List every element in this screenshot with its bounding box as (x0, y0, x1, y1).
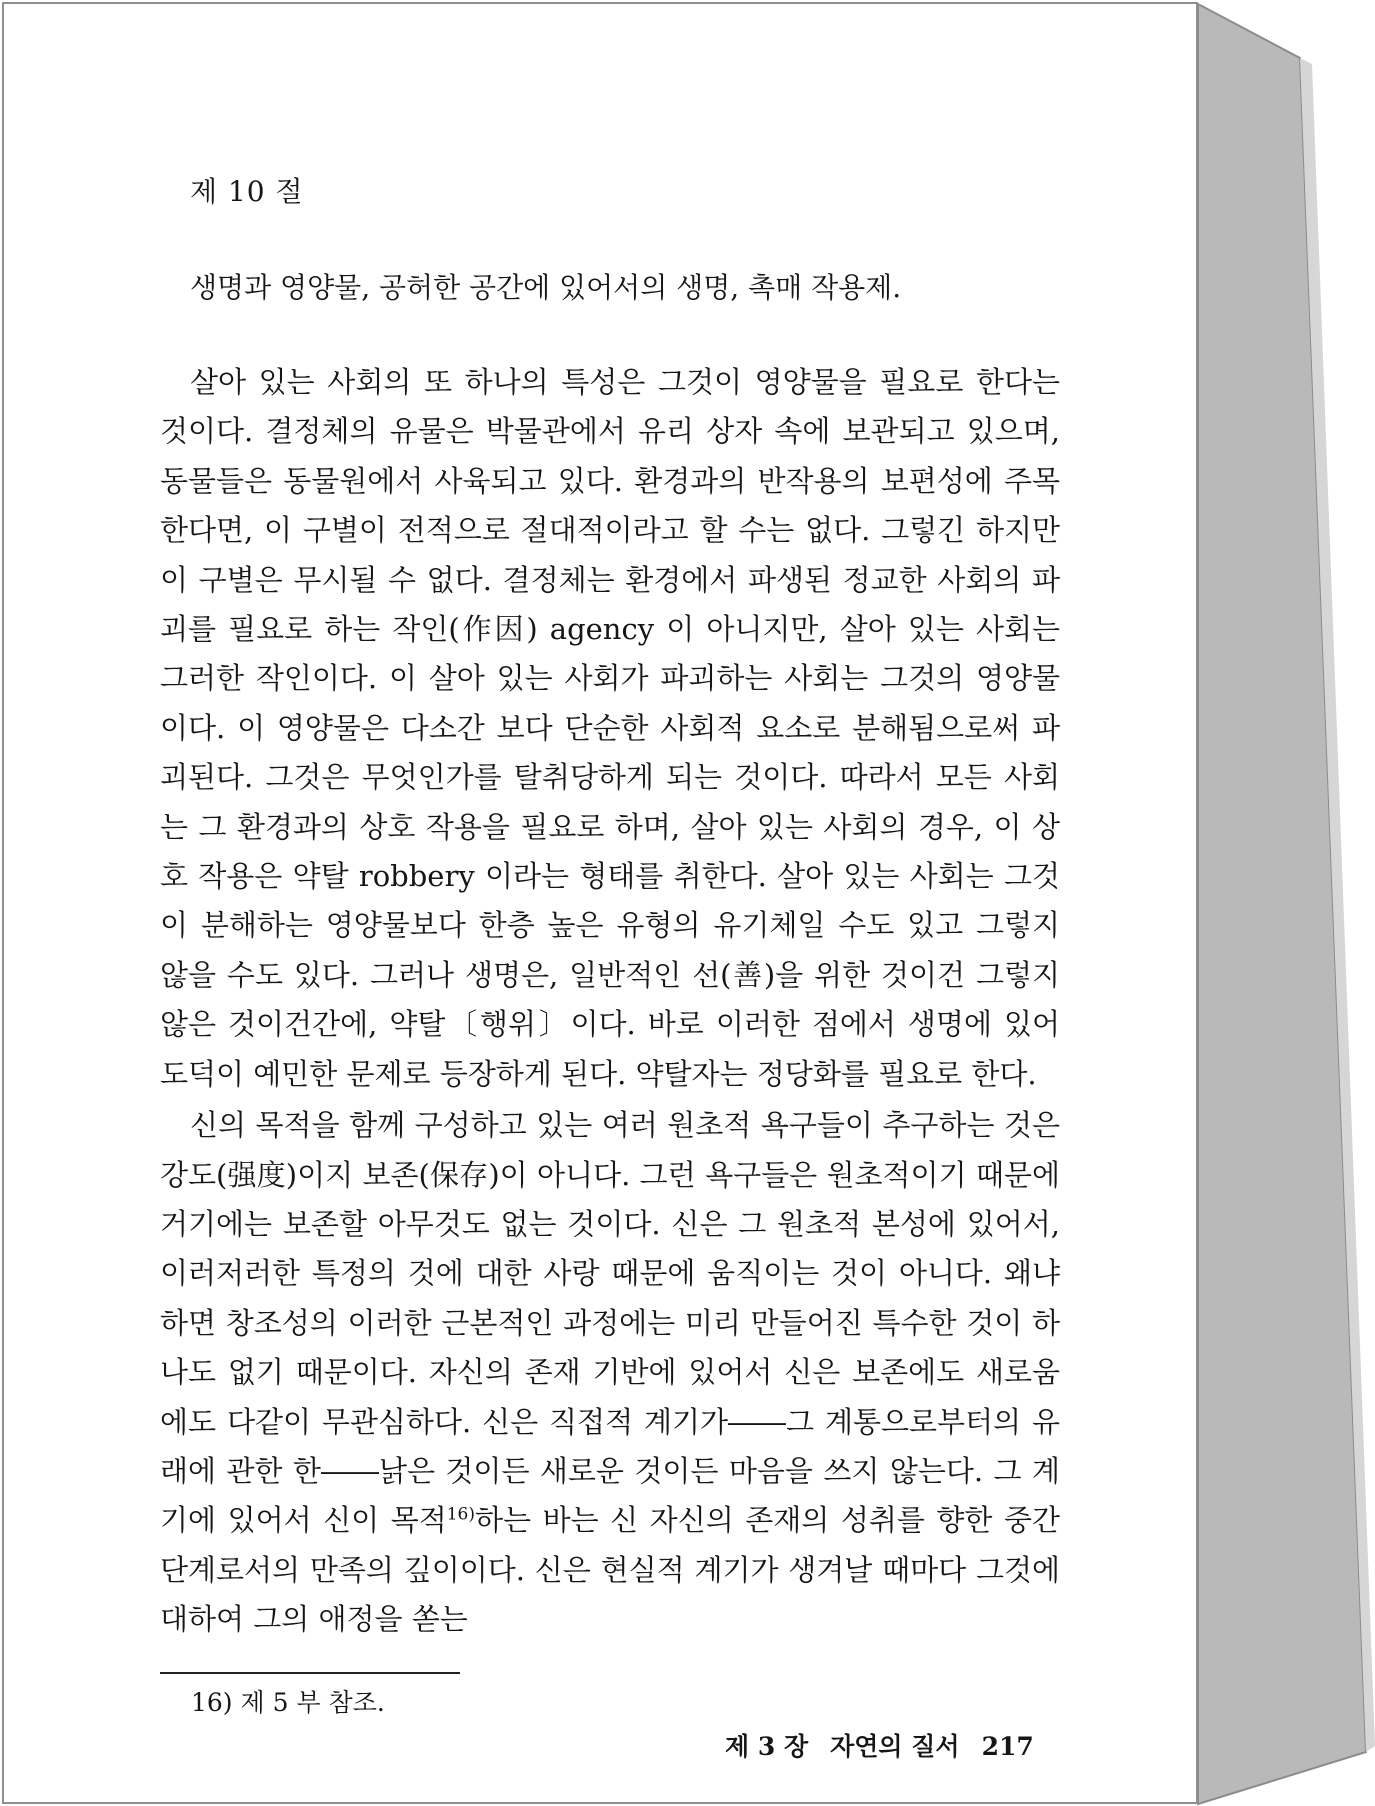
footer-chapter-title: 자연의 질서 (830, 1732, 960, 1761)
footnote: 16) 제 5 부 참조. (191, 1688, 385, 1717)
page-number: 217 (981, 1732, 1034, 1761)
footnote-divider (160, 1672, 460, 1674)
body-text (160, 358, 1060, 1645)
footnote-reference: 16) (446, 1504, 475, 1525)
paragraph-2-part-1: 신의 목적을 함께 구성하고 있는 여러 원초적 욕구들이 추구하는 것은 강도(强度)이지 보존(保存)이 아니다. 그런 욕구들은 원초적이기 때문에 거기에는 보존할 아무것도 없는 것이다. 신은 그 원초적 본성에 있어서, 이러저러한 특정의 것에 대한 사랑 때문에 움직이는 것이 아니다. 왜냐하면 창조성의 이러한 근본적인 과정에는 미리 만들어진 특수한 것이 하나도 없기 때문이다. 자신의 존재 기반에 있어서 신은 보존에도 새로움에도 다같이 무관심하다. 신은 직접적 계기가――그 계통으로부터의 유래에 관한 한――낡은 것이든 새로운 것이든 마음을 쓰지 않는다. 그 계기에 있어서 신이 목적 (160, 1108, 1060, 1538)
paragraph-2 (160, 1101, 1060, 1644)
section-title: 생명과 영양물, 공허한 공간에 있어서의 생명, 촉매 작용제. (190, 271, 902, 304)
footer-chapter: 제 3 장 (725, 1732, 809, 1761)
section-number: 제 10 절 (190, 175, 304, 208)
paragraph-1: 살아 있는 사회의 또 하나의 특성은 그것이 영양물을 필요로 한다는 것이다. 결정체의 유물은 박물관에서 유리 상자 속에 보관되고 있으며, 동물들은 동물원에서 사육되고 있다. 환경과의 반작용의 보편성에 주목한다면, 이 구별이 전적으로 절대적이라고 할 수는 없다. 그렇긴 하지만 이 구별은 무시될 수 없다. 결정체는 환경에서 파생된 정교한 사회의 파괴를 필요로 하는 작인(作因) agency 이 아니지만, 살아 있는 사회는 그러한 작인이다. 이 살아 있는 사회가 파괴하는 사회는 그것의 영양물이다. 이 영양물은 다소간 보다 단순한 사회적 요소로 분해됨으로써 파괴된다. 그것은 무엇인가를 탈취당하게 되는 것이다. 따라서 모든 사회는 그 환경과의 상호 작용을 필요로 하며, 살아 있는 사회의 경우, 이 상호 작용은 약탈 robbery 이라는 형태를 취한다. 살아 있는 사회는 그것이 분해하는 영양물보다 한층 높은 유형의 유기체일 수도 있고 그렇지 않을 수도 있다. 그러나 생명은, 일반적인 선(善)을 위한 것이건 그렇지 않은 것이건간에, 약탈〔행위〕이다. 바로 이러한 점에서 생명에 있어 도덕이 예민한 문제로 등장하게 된다. 약탈자는 정당화를 필요로 한다. (160, 365, 1060, 1091)
paragraph-2-part-2: 하는 바는 신 자신의 존재의 성취를 향한 중간 단계로서의 만족의 깊이이다. 신은 현실적 계기가 생겨날 때마다 그것에 대하여 그의 애정을 쏟는 (160, 1503, 1061, 1637)
running-footer (725, 1727, 1034, 1763)
book-page (2, 2, 1198, 1804)
